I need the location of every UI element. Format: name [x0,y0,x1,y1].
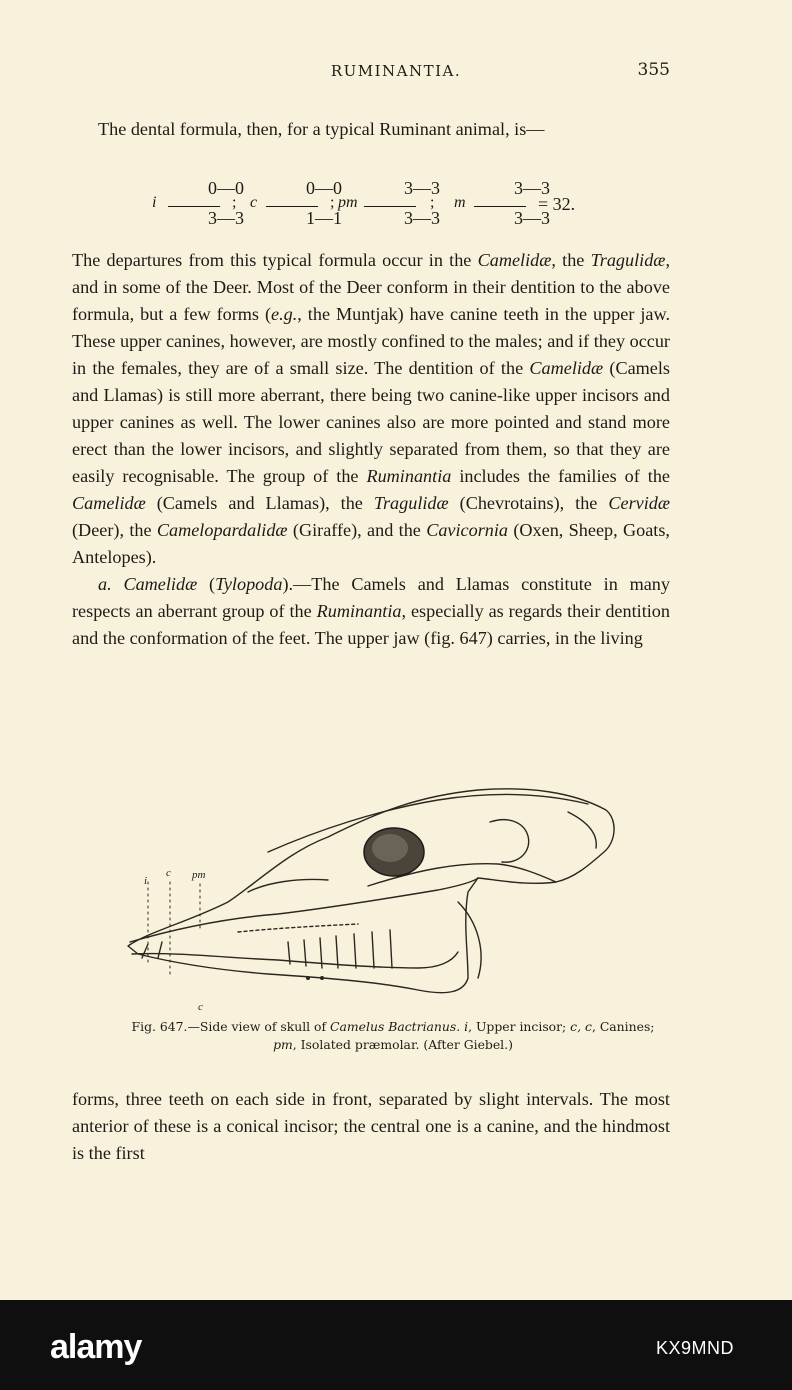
formula-denominator: 3—3 [514,208,550,228]
formula-label-m: m [454,194,466,211]
upper-jaw [130,878,478,942]
skull-outline [128,789,614,993]
formula-denominator: 1—1 [306,208,342,228]
formula-numerator: 0—0 [306,178,342,198]
formula-label-pm: pm [338,194,358,211]
lower-jaw [132,952,458,968]
alamy-logo: alamy [50,1328,142,1366]
formula-result: = 32. [538,194,576,214]
formula-label-c: c [250,194,258,211]
formula-label-i: i [152,194,157,211]
formula-numerator: 3—3 [404,178,440,198]
label-c-upper: c [166,867,171,879]
nasal-line [268,794,588,852]
dental-formula [152,178,632,238]
page-number: 355 [637,60,670,80]
paragraph-camelidae: a. Camelidæ (Tylopoda).—The Camels and Llamas constitute in many respects an aberrant group of the Ruminantia, especially as regards their dentition and the conformation of the feet. The upper jaw (fig. 647) carries, in the living [72,574,670,648]
image-id: KX9MND [655,1338,734,1358]
formula-denominator: 3—3 [404,208,440,228]
label-c-lower: c [198,1001,203,1012]
caption-line-2: pm, Isolated præmolar. (After Giebel.) [273,1037,513,1052]
stock-footer [0,1300,792,1390]
formula-denominator: 3—3 [208,208,244,228]
intro-paragraph: The dental formula, then, for a typical Ruminant animal, is— [98,119,545,139]
page-header [0,60,792,88]
camel-skull-figure [118,782,628,1012]
figure-caption [88,1018,698,1054]
formula-separator: ; [430,194,435,211]
label-pm: pm [192,869,206,881]
paragraph-departures: The departures from this typical formula occur in the Camelidæ, the Tragulidæ, and in some of the Deer. Most of the Deer conform in their dentition to the above formula, but a few forms (e.g., the Muntjak) have canine teeth in the upper jaw. These upper canines, however, are mostly confined to the males; and if they occur in the females, they are of a small size. The dentition of the Camelidæ (Camels and Llamas) is still more aberrant, there being two canine-like upper incisors and upper canines as well. The lower canines also are more pointed and stand more erect than the lower incisors, and slightly separated from them, so that they are easily recognisable. The group of the Ruminantia includes the families of the Camelidæ (Camels and Llamas), the Tragulidæ (Chevrotains), the Cervidæ (Deer), the Camelopardalidæ (Giraffe), and the Cavicornia (Oxen, Sheep, Goats, Antelopes). [72,250,670,567]
formula-numerator: 0—0 [208,178,244,198]
caption-line-1: Fig. 647.—Side view of skull of Camelus Bactrianus. i, Upper incisor; c, c, Canines; [131,1019,655,1034]
formula-numerator: 3—3 [514,178,550,198]
formula-separator: ; [330,194,335,211]
main-text [72,247,670,652]
formula-separator: ; [232,194,237,211]
label-i: i [144,875,148,887]
running-title: RUMINANTIA. [330,62,462,80]
continuation-paragraph: forms, three teeth on each side in front, separated by slight intervals. The most anterior of these is a conical incisor; the central one is a canine, and the hindmost is the first [72,1089,670,1163]
ramus [458,902,481,978]
